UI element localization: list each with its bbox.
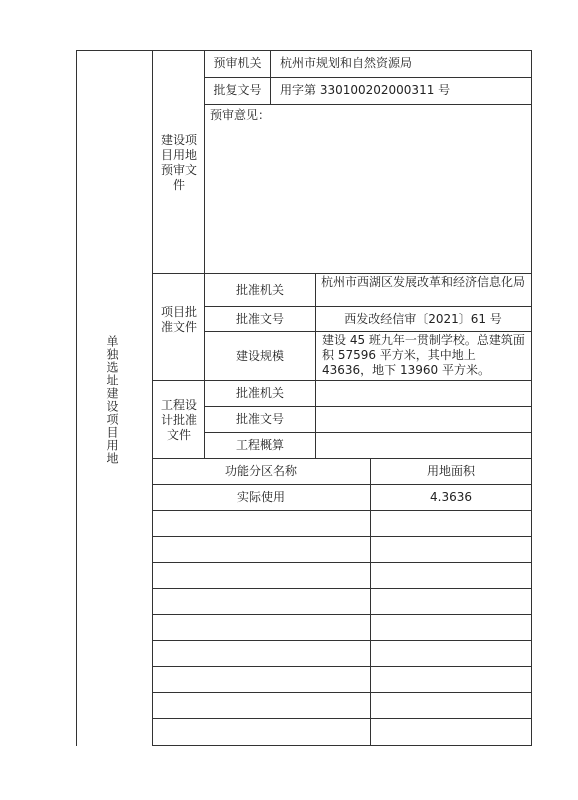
project-scale-value: 建设 45 班九年一贯制学校。总建筑面积 57596 平方米，其中地上 43636，地下 13960 平方米。 bbox=[322, 333, 525, 377]
design-authority-label: 批准机关 bbox=[235, 386, 284, 400]
zone-row-1-name: 实际使用 bbox=[236, 490, 285, 504]
preliminary-opinion-label: 预审意见： bbox=[210, 108, 271, 122]
zone-row-1-area: 4.3636 bbox=[430, 490, 472, 504]
zone-area-header: 用地面积 bbox=[426, 464, 475, 478]
project-authority-value: 杭州市西湖区发展改革和经济信息化局 bbox=[320, 275, 525, 289]
project-doc-no-label: 批准文号 bbox=[235, 312, 284, 326]
project-scale-label: 建设规模 bbox=[235, 349, 284, 363]
preliminary-authority-value: 杭州市规划和自然资源局 bbox=[280, 56, 413, 70]
design-budget-label: 工程概算 bbox=[235, 438, 284, 452]
project-approval-section-label: 项目批准文件 bbox=[160, 305, 197, 334]
zone-name-header: 功能分区名称 bbox=[224, 464, 297, 478]
project-authority-label: 批准机关 bbox=[235, 283, 284, 297]
design-doc-no-label: 批准文号 bbox=[235, 412, 284, 426]
preliminary-doc-no-value: 用字第 330100202000311 号 bbox=[280, 83, 451, 97]
project-doc-no-value: 西发改经信审〔2021〕61 号 bbox=[344, 312, 502, 326]
design-approval-section-label: 工程设计批准文件 bbox=[160, 398, 197, 442]
preliminary-section-label: 建设项目用地预审文件 bbox=[160, 133, 197, 192]
side-label: 单独选址建设项目用地 bbox=[105, 335, 119, 465]
preliminary-authority-label: 预审机关 bbox=[213, 56, 262, 70]
preliminary-doc-no-label: 批复文号 bbox=[213, 83, 262, 97]
